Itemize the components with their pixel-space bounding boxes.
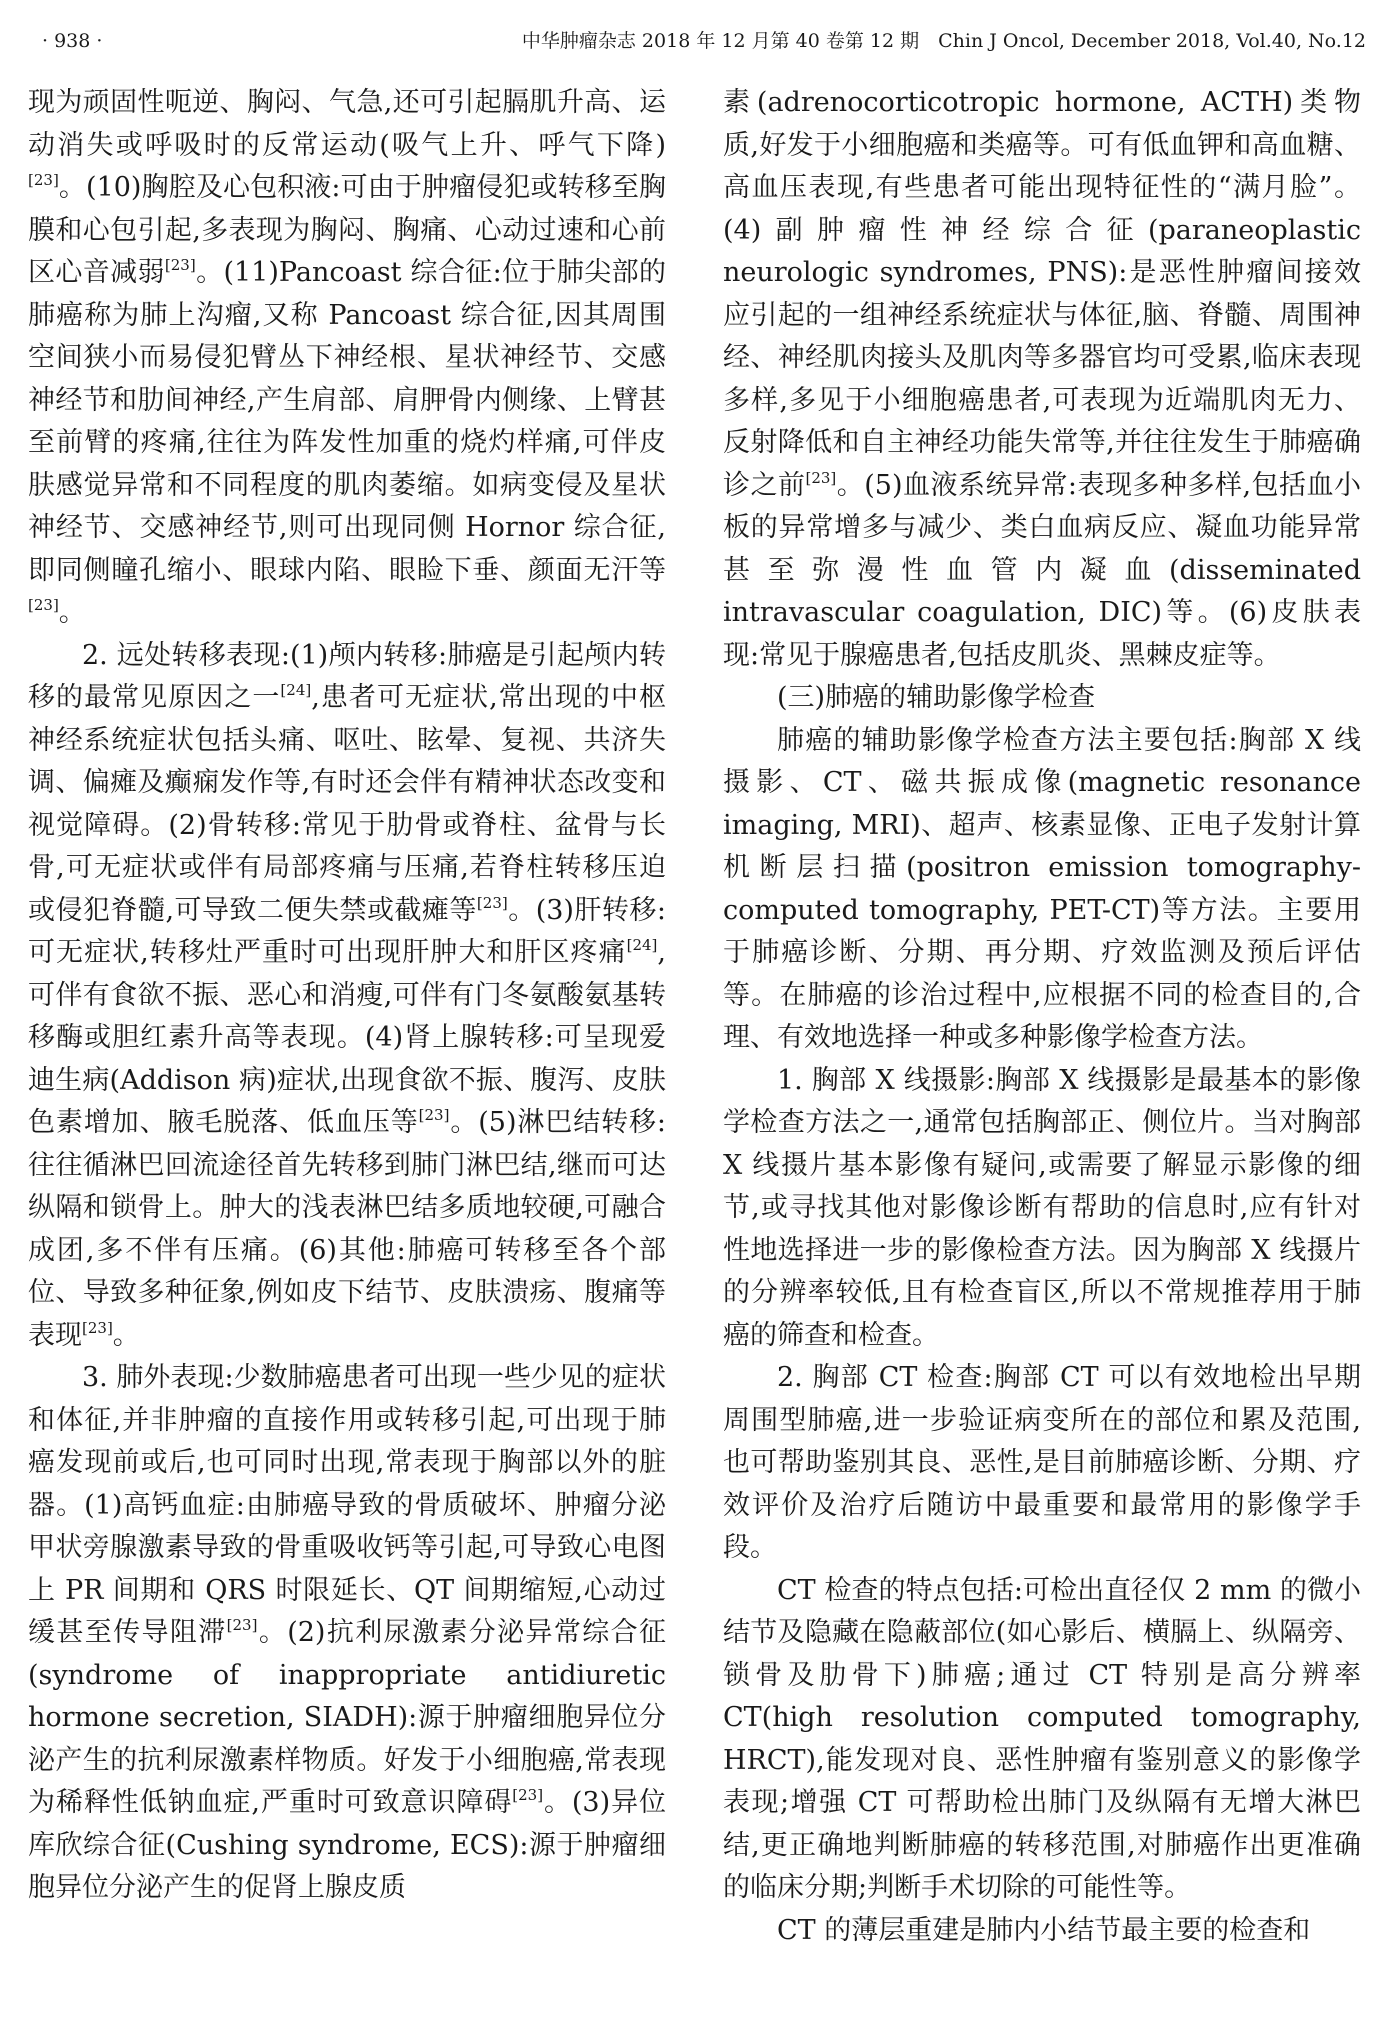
citation: [24] [626, 936, 658, 954]
paragraph-imaging-overview: 肺癌的辅助影像学检查方法主要包括:胸部 X 线摄影、CT、磁共振成像(magnetic resonance imaging, MRI)、超声、核素显像、正电子发射计算机断层扫描(positron emission tomography-computed tomography, PET-CT)等方法。主要用于肺癌诊断、分期、再分期、疗效监测及预后评估等。在肺癌的诊治过程中,应根据不同的检查目的,合理、有效地选择一种或多种影像学检查方法。 [723, 724, 1361, 1053]
paragraph-continued: 素(adrenocorticotropic hormone, ACTH)类物质,好发于小细胞癌和类癌等。可有低血钾和高血糖、高血压表现,有些患者可能出现特征性的“满月脸”。(4)副肿瘤性神经综合征(paraneoplastic neurologic syndromes, PNS):是恶性肿瘤间接效应引起的一组神经系统症状与体征,脑、脊髓、周围神经、神经肌肉接头及肌肉等多器官均可受累,临床表现多样,多见于小细胞癌患者,可表现为近端肌肉无力、反射降低和自主神经功能失常等,并往往发生于肺癌确诊之前[23]。(5)血液系统异常:表现多种多样,包括血小板的异常增多与减少、类白血病反应、凝血功能异常甚至弥漫性血管内凝血(disseminated intravascular coagulation, DIC)等。(6)皮肤表现:常见于腺癌患者,包括皮肌炎、黑棘皮症等。 [723, 87, 1362, 671]
running-head: 中华肿瘤杂志 2018 年 12 月第 40 卷第 12 期 Chin J Oncol, December 2018, Vol.40, No.12 [521, 30, 1366, 52]
page-number: · 938 · [42, 30, 103, 52]
section-heading: (三)肺癌的辅助影像学检查 [777, 682, 1096, 713]
left-column [28, 82, 666, 1910]
paragraph-chest-ct: 2. 胸部 CT 检查:胸部 CT 可以有效地检出早期周围型肺癌,进一步验证病变所在的部位和累及范围,也可帮助鉴别其良、恶性,是目前肺癌诊断、分期、疗效评价及治疗后随访中最重要和最常用的影像学手段。 [723, 1362, 1361, 1563]
citation: [23] [512, 1786, 544, 1804]
citation: [23] [164, 256, 196, 274]
citation: [23] [805, 468, 837, 487]
citation: [23] [82, 1318, 113, 1337]
citation: [23] [476, 893, 508, 912]
paragraph-extrapulmonary: 3. 肺外表现:少数肺癌患者可出现一些少见的症状和体征,并非肿瘤的直接作用或转移引起,可出现于肺癌发现前或后,也可同时出现,常表现于胸部以外的脏器。(1)高钙血症:由肺癌导致的骨质破坏、肿瘤分泌甲状旁腺激素导致的骨重吸收钙等引起,可导致心电图上 PR 间期和 QRS 时限延长、QT 间期缩短,心动过缓甚至传导阻滞[23]。(2)抗利尿激素分泌异常综合征(syndrome of inappropriate antidiuretic hormone secretion, SIADH):源于肿瘤细胞异位分泌产生的抗利尿激素样物质。好发于小细胞癌,常表现为稀释性低钠血症,严重时可致意识障碍[23]。(3)异位库欣综合征(Cushing syndrome, ECS):源于肿瘤细胞异位分泌产生的促肾上腺皮质 [28, 1362, 667, 1903]
paragraph-chest-xray: 1. 胸部 X 线摄影:胸部 X 线摄影是最基本的影像学检查方法之一,通常包括胸部正、侧位片。当对胸部 X 线摄片基本影像有疑问,或需要了解显示影像的细节,或寻找其他对影像诊断有帮助的信息时,应有针对性地选择进一步的影像检查方法。因为胸部 X 线摄片的分辨率较低,且有检查盲区,所以不常规推荐用于肺癌的筛查和检查。 [723, 1064, 1361, 1351]
right-column [723, 82, 1361, 1952]
citation: [24] [280, 681, 312, 699]
paragraph-ct-features: CT 检查的特点包括:可检出直径仅 2 mm 的微小结节及隐藏在隐蔽部位(如心影后、横膈上、纵隔旁、锁骨及肋骨下)肺癌;通过 CT 特别是高分辨率 CT(high resolution computed tomography, HRCT),能发现对良、恶性肿瘤有鉴别意义的影像学表现;增强 CT 可帮助检出肺门及纵隔有无增大淋巴结,更正确地判断肺癌的转移范围,对肺癌作出更准确的临床分期;判断手术切除的可能性等。 [723, 1574, 1361, 1903]
citation: [23] [226, 1616, 258, 1634]
paragraph-ct-thin-slice: CT 的薄层重建是肺内小结节最主要的检查和 [777, 1914, 1311, 1946]
paragraph-continued: 现为顽固性呃逆、胸闷、气急,还可引起膈肌升高、运动消失或呼吸时的反常运动(吸气上升、呼气下降)[23]。(10)胸腔及心包积液:可由于肿瘤侵犯或转移至胸膜和心包引起,多表现为胸闷、胸痛、心动过速和心前区心音减弱[23]。(11)Pancoast 综合征:位于肺尖部的肺癌称为肺上沟瘤,又称 Pancoast 综合征,因其周围空间狭小而易侵犯臂丛下神经根、星状神经节、交感神经节和肋间神经,产生肩部、肩胛骨内侧缘、上臂甚至前臂的疼痛,往往为阵发性加重的烧灼样痛,可伴皮肤感觉异常和不同程度的肌肉萎缩。如病变侵及星状神经节、交感神经节,则可出现同侧 Hornor 综合征,即同侧瞳孔缩小、眼球内陷、眼睑下垂、颜面无汗等[23]。 [28, 87, 666, 628]
page-header [28, 24, 1366, 58]
citation: [23] [28, 171, 59, 189]
citation: [23] [28, 596, 59, 614]
citation: [23] [418, 1106, 450, 1124]
paragraph-distant-metastasis: 2. 远处转移表现:(1)颅内转移:肺癌是引起颅内转移的最常见原因之一[24],患者可无症状,常出现的中枢神经系统症状包括头痛、呕吐、眩晕、复视、共济失调、偏瘫及癫痫发作等,有时还会伴有精神状态改变和视觉障碍。(2)骨转移:常见于肋骨或脊柱、盆骨与长骨,可无症状或伴有局部疼痛与压痛,若脊柱转移压迫或侵犯脊髓,可导致二便失禁或截瘫等[23]。(3)肝转移:可无症状,转移灶严重时可出现肝肿大和肝区疼痛[24],可伴有食欲不振、恶心和消瘦,可伴有门冬氨酸氨基转移酶或胆红素升高等表现。(4)肾上腺转移:可呈现爱迪生病(Addison 病)症状,出现食欲不振、腹泻、皮肤色素增加、腋毛脱落、低血压等[23]。(5)淋巴结转移:往往循淋巴回流途径首先转移到肺门淋巴结,继而可达纵隔和锁骨上。肿大的浅表淋巴结多质地较硬,可融合成团,多不伴有压痛。(6)其他:肺癌可转移至各个部位、导致多种征象,例如皮下结节、皮肤溃疡、腹痛等表现[23]。 [28, 639, 667, 1351]
